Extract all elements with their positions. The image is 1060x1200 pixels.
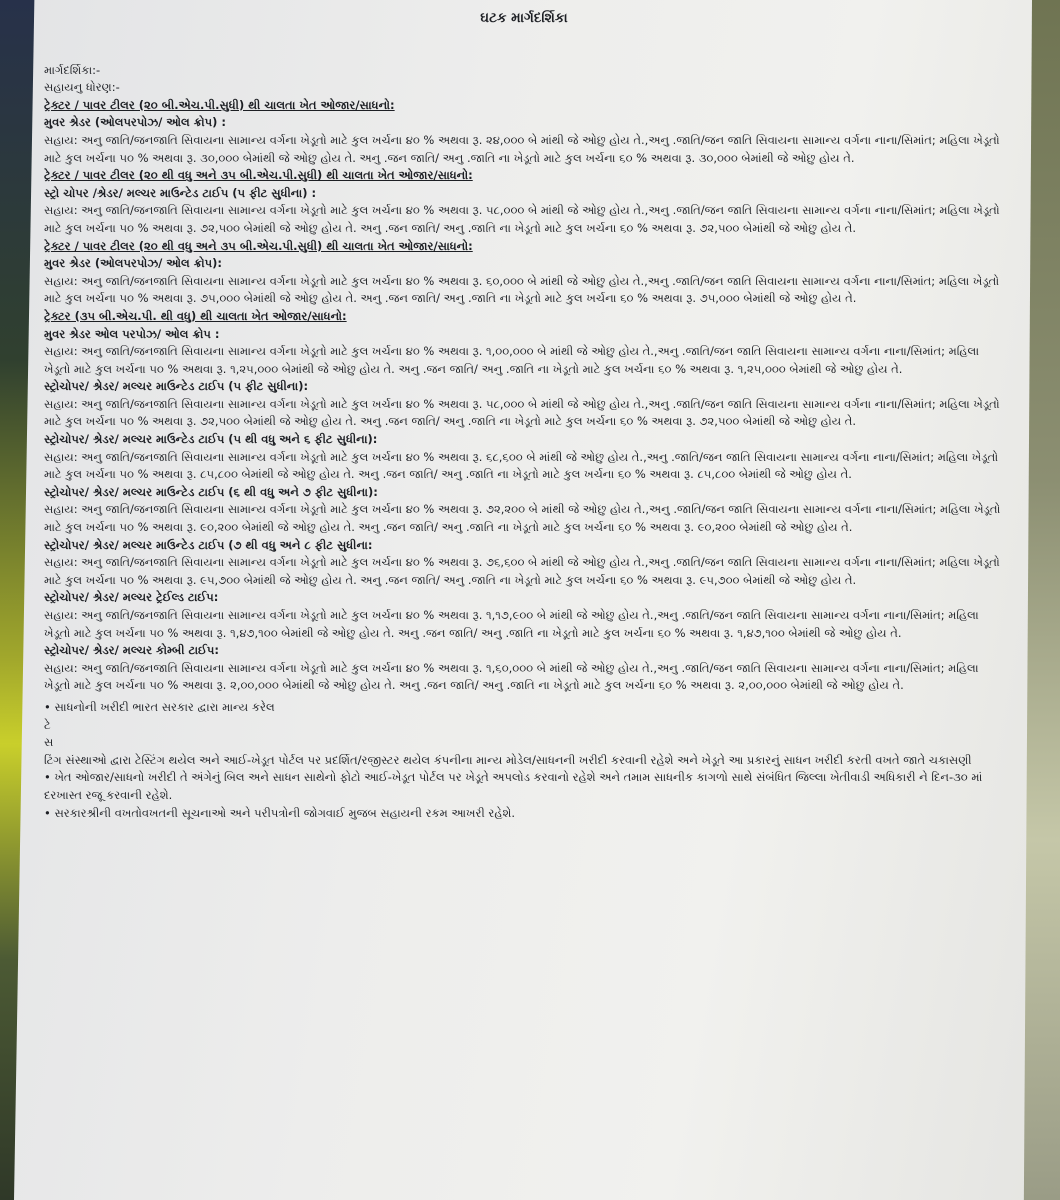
- note-item: • સરકારશ્રીની વખતોવખતની સૂચનાઓ અને પરીપત્રોની જોગવાઈ મુજબ સહાયની રકમ આખરી રહેશે.: [44, 805, 516, 820]
- section-heading: ટ્રેક્ટર / પાવર ટીલર (૨૦ બી.એચ.પી.સુધી) થી ચાલતા ખેત ઓજાર/સાધનો:: [44, 97, 395, 112]
- assistance-text: સહાય: અનુ જાતિ/જનજાતિ સિવાયના સામાન્ય વર્ગના ખેડૂતો માટે કુલ ખર્ચના ૪૦ % અથવા રૂ. ૧,૧૭,૯૦૦ બે માંથી જે ઓછુ હોય તે.,અનુ .જાતિ/જન જાતિ સિવાયના સામાન્ય વર્ગના નાના/સિમાંત; મહિલા ખેડૂતો માટે કુલ ખર્ચના ૫૦ % અથવા રૂ. ૧,૪૭,૧૦૦ બેમાંથી જે ઓછુ હોય તે. અનુ .જન જાતિ/ અનુ .જાતિ ના ખેડૂતો માટે કુલ ખર્ચના ૬૦ % અથવા રૂ. ૧,૪૭,૧૦૦ બેમાંથી જે ઓછુ હોય તે.: [44, 608, 979, 640]
- assistance-text: સહાય: અનુ જાતિ/જનજાતિ સિવાયના સામાન્ય વર્ગના ખેડૂતો માટે કુલ ખર્ચના ૪૦ % અથવા રૂ. ૬૮,૬૦૦ બે માંથી જે ઓછુ હોય તે.,અનુ .જાતિ/જન જાતિ સિવાયના સામાન્ય વર્ગના નાના/સિમાંત; મહિલા ખેડૂતો માટે કુલ ખર્ચના ૫૦ % અથવા રૂ. ૮૫,૮૦૦ બેમાંથી જે ઓછુ હોય તે. અનુ .જન જાતિ/ અનુ .જાતિ ના ખેડૂતો માટે કુલ ખર્ચના ૬૦ % અથવા રૂ. ૮૫,૮૦૦ બેમાંથી જે ઓછુ હોય તે.: [44, 449, 999, 482]
- equipment-title: મુવર શ્રેડર (ઓલપરપોઝ/ ઓલ ક્રોપ):: [44, 256, 223, 271]
- assistance-text: સહાય: અનુ જાતિ/જનજાતિ સિવાયના સામાન્ય વર્ગના ખેડૂતો માટે કુલ ખર્ચના ૪૦ % અથવા રૂ. ૫૮,૦૦૦ બે માંથી જે ઓછુ હોય તે.,અનુ .જાતિ/જન જાતિ સિવાયના સામાન્ય વર્ગના નાના/સિમાંત; મહિલા ખેડૂતો માટે કુલ ખર્ચના ૫૦ % અથવા રૂ. ૭૨,૫૦૦ બેમાંથી જે ઓછુ હોય તે. અનુ .જન જાતિ/ અનુ .જાતિ ના ખેડૂતો માટે કુલ ખર્ચના ૬૦ % અથવા રૂ. ૭૨,૫૦૦ બેમાંથી જે ઓછુ હોય તે.: [44, 203, 1000, 235]
- document-body: [44, 10, 1004, 822]
- notes-list: [44, 699, 1004, 822]
- assistance-text: સહાય: અનુ જાતિ/જનજાતિ સિવાયના સામાન્ય વર્ગના ખેડૂતો માટે કુલ ખર્ચના ૪૦ % અથવા રૂ. ૭૬,૬૦૦ બે માંથી જે ઓછુ હોય તે.,અનુ .જાતિ/જન જાતિ સિવાયના સામાન્ય વર્ગના નાના/સિમાંત; મહિલા ખેડૂતો માટે કુલ ખર્ચના ૫૦ % અથવા રૂ. ૯૫,૭૦૦ બેમાંથી જે ઓછુ હોય તે. અનુ .જન જાતિ/ અનુ .જાતિ ના ખેડૂતો માટે કુલ ખર્ચના ૬૦ % અથવા રૂ. ૯૫,૭૦૦ બેમાંથી જે ઓછુ હોય તે.: [44, 555, 1000, 587]
- assistance-standard-label: સહાયનુ ધોરણ:-: [44, 80, 120, 95]
- equipment-title: સ્ટ્રોચોપર/ શ્રેડર/ મલ્ચર માઉન્ટેડ ટાઈપ (૭ થી વધુ અને ૮ ફીટ સુધીના:: [44, 537, 373, 552]
- section-heading: ટ્રેક્ટર / પાવર ટીલર (૨૦ થી વધુ અને ૩૫ બી.એચ.પી.સુધી) થી ચાલતા ખેત ઓજાર/સાધનો:: [44, 168, 473, 183]
- equipment-title: મુવર શ્રેડર ઓલ પરપોઝ/ ઓલ ક્રોપ :: [44, 326, 220, 341]
- assistance-text: સહાય: અનુ જાતિ/જનજાતિ સિવાયના સામાન્ય વર્ગના ખેડૂતો માટે કુલ ખર્ચના ૪૦ % અથવા રૂ. ૭૨,૨૦૦ બે માંથી જે ઓછુ હોય તે.,અનુ .જાતિ/જન જાતિ સિવાયના સામાન્ય વર્ગના નાના/સિમાંત; મહિલા ખેડૂતો માટે કુલ ખર્ચના ૫૦ % અથવા રૂ. ૯૦,૨૦૦ બેમાંથી જે ઓછુ હોય તે. અનુ .જન જાતિ/ અનુ .જાતિ ના ખેડૂતો માટે કુલ ખર્ચના ૬૦ % અથવા રૂ. ૯૦,૨૦૦ બેમાંથી જે ઓછુ હોય તે.: [44, 502, 1001, 535]
- equipment-title: મુવર શ્રેડર (ઓલપરપોઝ/ ઓલ ક્રોપ) :: [44, 115, 227, 130]
- guideline-label: માર્ગદર્શિકા:-: [44, 62, 101, 77]
- equipment-title: સ્ટ્રોચોપર/ શ્રેડર/ મલ્ચર માઉન્ટેડ ટાઈપ (૬ થી વધુ અને ૭ ફીટ સુધીના):: [44, 484, 378, 499]
- note-item: ટિંગ સંસ્થાઓ દ્વારા ટેસ્ટિંગ થયેલ અને આઈ-ખેડૂત પોર્ટલ પર પ્રદર્શિત/રજીસ્ટર થયેલ કંપનીના માન્ય મોડેલ/સાધનની ખરીદી કરવાની રહેશે અને ખેડૂતે આ પ્રકારનું સાધન ખરીદી કરતી વખતે જાતે ચકાસણી: [44, 752, 972, 767]
- equipment-title: સ્ટ્રોચોપર/ શ્રેડર/ મલ્ચર કોમ્બી ટાઈપ:: [44, 643, 219, 658]
- equipment-title: સ્ટ્રોચોપર/ શ્રેડર/ મલ્ચર માઉન્ટેડ ટાઈપ (૫ થી વધુ અને ૬ ફીટ સુધીના):: [44, 432, 378, 447]
- equipment-title: સ્ટ્રો ચોપર /શ્રેડર/ મલ્ચર માઉન્ટેડ ટાઈપ (૫ ફીટ સુધીના) :: [44, 185, 317, 200]
- note-item: સ: [44, 735, 54, 750]
- section-heading: ટ્રેક્ટર / પાવર ટીલર (૨૦ થી વધુ અને ૩૫ બી.એચ.પી.સુધી) થી ચાલતા ખેત ઓજાર/સાધનો:: [44, 238, 473, 253]
- assistance-text: સહાય: અનુ જાતિ/જનજાતિ સિવાયના સામાન્ય વર્ગના ખેડૂતો માટે કુલ ખર્ચના ૪૦ % અથવા રૂ. ૨૪,૦૦૦ બે માંથી જે ઓછુ હોય તે.,અનુ .જાતિ/જન જાતિ સિવાયના સામાન્ય વર્ગના નાના/સિમાંત; મહિલા ખેડૂતો માટે કુલ ખર્ચના ૫૦ % અથવા રૂ. ૩૦,૦૦૦ બેમાંથી જે ઓછુ હોય તે. અનુ .જન જાતિ/ અનુ .જાતિ ના ખેડૂતો માટે કુલ ખર્ચના ૬૦ % અથવા રૂ. ૩૦,૦૦૦ બેમાંથી જે ઓછુ હોય તે.: [44, 132, 1000, 165]
- note-item: • સાધનોની ખરીદી ભારત સરકાર દ્વારા માન્ય કરેલ: [44, 699, 275, 714]
- note-item: • ખેત ઓજાર/સાધનો ખરીદી તે અંગેનું બિલ અને સાધન સાથેનો ફોટો આઈ-ખેડૂત પોર્ટલ પર ખેડૂતે અપલોડ કરવાનો રહેશે અને તમામ સાધનીક કાગળો સાથે સંબંધિત જિલ્લા ખેતીવાડી અધિકારી ને દિન-૩૦ માં દરખાસ્ત રજૂ કરવાની રહેશે.: [44, 770, 983, 802]
- document-title: ઘટક માર્ગદર્શિકા: [480, 10, 568, 26]
- assistance-text: સહાય: અનુ જાતિ/જનજાતિ સિવાયના સામાન્ય વર્ગના ખેડૂતો માટે કુલ ખર્ચના ૪૦ % અથવા રૂ. ૧,૦૦,૦૦૦ બે માંથી જે ઓછુ હોય તે.,અનુ .જાતિ/જન જાતિ સિવાયના સામાન્ય વર્ગના નાના/સિમાંત; મહિલા ખેડૂતો માટે કુલ ખર્ચના ૫૦ % અથવા રૂ. ૧,૨૫,૦૦૦ બેમાંથી જે ઓછુ હોય તે. અનુ .જન જાતિ/ અનુ .જાતિ ના ખેડૂતો માટે કુલ ખર્ચના ૬૦ % અથવા રૂ. ૧,૨૫,૦૦૦ બેમાંથી જે ઓછુ હોય તે.: [44, 344, 980, 376]
- equipment-title: સ્ટ્રોચોપર/ શ્રેડર/ મલ્ચર ટ્રેઈલ્ડ ટાઈપ:: [44, 590, 219, 605]
- section-heading: ટ્રેક્ટર (૩૫ બી.એચ.પી. થી વધુ) થી ચાલતા ખેત ઓજાર/સાધનો:: [44, 308, 347, 323]
- assistance-text: સહાય: અનુ જાતિ/જનજાતિ સિવાયના સામાન્ય વર્ગના ખેડૂતો માટે કુલ ખર્ચના ૪૦ % અથવા રૂ. ૬૦,૦૦૦ બે માંથી જે ઓછુ હોય તે.,અનુ .જાતિ/જન જાતિ સિવાયના સામાન્ય વર્ગના નાના/સિમાંત; મહિલા ખેડૂતો માટે કુલ ખર્ચના ૫૦ % અથવા રૂ. ૭૫,૦૦૦ બેમાંથી જે ઓછુ હોય તે. અનુ .જન જાતિ/ અનુ .જાતિ ના ખેડૂતો માટે કુલ ખર્ચના ૬૦ % અથવા રૂ. ૭૫,૦૦૦ બેમાંથી જે ઓછુ હોય તે.: [44, 273, 1000, 306]
- assistance-text: સહાય: અનુ જાતિ/જનજાતિ સિવાયના સામાન્ય વર્ગના ખેડૂતો માટે કુલ ખર્ચના ૪૦ % અથવા રૂ. ૧,૬૦,૦૦૦ બે માંથી જે ઓછુ હોય તે.,અનુ .જાતિ/જન જાતિ સિવાયના સામાન્ય વર્ગના નાના/સિમાંત; મહિલા ખેડૂતો માટે કુલ ખર્ચના ૫૦ % અથવા રૂ. ૨,૦૦,૦૦૦ બેમાંથી જે ઓછુ હોય તે. અનુ .જન જાતિ/ અનુ .જાતિ ના ખેડૂતો માટે કુલ ખર્ચના ૬૦ % અથવા રૂ. ૨,૦૦,૦૦૦ બેમાંથી જે ઓછુ હોય તે.: [44, 660, 979, 693]
- assistance-text: સહાય: અનુ જાતિ/જનજાતિ સિવાયના સામાન્ય વર્ગના ખેડૂતો માટે કુલ ખર્ચના ૪૦ % અથવા રૂ. ૫૮,૦૦૦ બે માંથી જે ઓછુ હોય તે.,અનુ .જાતિ/જન જાતિ સિવાયના સામાન્ય વર્ગના નાના/સિમાંત; મહિલા ખેડૂતો માટે કુલ ખર્ચના ૫૦ % અથવા રૂ. ૭૨,૫૦૦ બેમાંથી જે ઓછુ હોય તે. અનુ .જન જાતિ/ અનુ .જાતિ ના ખેડૂતો માટે કુલ ખર્ચના ૬૦ % અથવા રૂ. ૭૨,૫૦૦ બેમાંથી જે ઓછુ હોય તે.: [44, 396, 1000, 429]
- equipment-title: સ્ટ્રોચોપર/ શ્રેડર/ મલ્ચર માઉન્ટેડ ટાઈપ (૫ ફીટ સુધીના):: [44, 379, 309, 394]
- note-item: ટે: [44, 717, 51, 732]
